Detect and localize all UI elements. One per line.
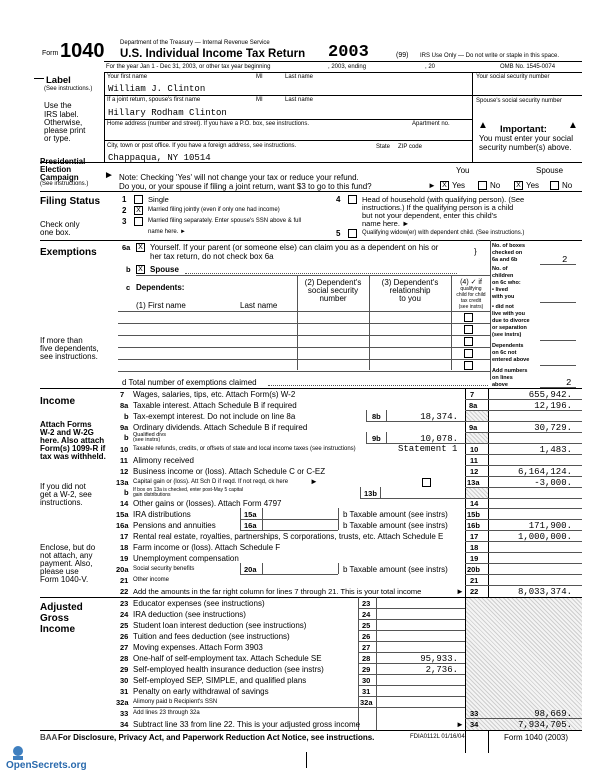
agi-heading-1: Adjusted (40, 602, 83, 613)
line-14-label: Other gains or (losses). Attach Form 4797 (133, 499, 282, 508)
dept-line: Department of the Treasury — Internal Revenue Service (120, 40, 270, 46)
line-9b-label: Qualified divs (see instrs) (133, 432, 167, 443)
line-7-value[interactable]: 655,942. (528, 390, 572, 400)
line-30-label: Self-employed SEP, SIMPLE, and qualified plans (133, 676, 307, 685)
address-header: Home address (number and street). If you have a P.O. box, see instructions. (107, 121, 309, 127)
important-text-2: security number(s) above. (479, 143, 572, 152)
irs-label: IRS label. (44, 110, 79, 119)
line-6a-label: Yourself. If your parent (or someone else) can claim you as a dependent on his or (150, 243, 439, 252)
nogetw2-3: instructions. (40, 498, 83, 507)
agi-heading-2: Gross (40, 613, 69, 624)
campaign-title-2: Election (40, 165, 72, 174)
side-add-2: on lines (492, 375, 513, 381)
side-dep-1: Dependents (492, 343, 524, 349)
spouse-checkbox[interactable]: X (136, 265, 145, 274)
footer-notice: For Disclosure, Privacy Act, and Paperwork Reduction Act Notice, see instructions. (58, 733, 375, 742)
line-22-value[interactable]: 8,033,374. (517, 587, 572, 597)
dep-col-credit-3: child for child (456, 292, 486, 298)
taxpayer-name[interactable]: William J. Clinton (108, 84, 206, 94)
line-18-label: Farm income or (loss). Attach Schedule F (133, 543, 281, 552)
campaign-title-1: Presidential (40, 157, 86, 166)
side-lived-2: with you (492, 294, 515, 300)
filing-status-heading: Filing Status (40, 196, 100, 207)
spouse-ssn-header: Spouse's social security number (476, 98, 562, 104)
side-notlive-1: • did not (492, 304, 514, 310)
line-9b-value[interactable]: 10,078. (420, 434, 458, 444)
line-24-label: IRA deduction (see instructions) (133, 610, 246, 619)
opensecrets-watermark: OpenSecrets.org (6, 760, 87, 771)
line-12-value[interactable]: 6,164,124. (517, 467, 572, 477)
line-9a-label: Ordinary dividends. Attach Schedule B if required (133, 423, 308, 432)
line-25-label: Student loan interest deduction (see instructions) (133, 621, 307, 630)
line-8a-label: Taxable interest. Attach Schedule B if required (133, 401, 297, 410)
label-heading: Label (46, 75, 71, 86)
income-heading: Income (40, 396, 76, 407)
you-label: You (456, 166, 470, 175)
filing-hoh-label-3: but not your dependent, enter this child's (362, 211, 497, 220)
form-code: (99) (396, 52, 409, 59)
more-than-3: see instructions. (40, 352, 98, 361)
line-16a-label: Pensions and annuities (133, 521, 216, 530)
dep-row-3-credit-checkbox[interactable] (464, 337, 473, 346)
exemptions-heading: Exemptions (40, 247, 97, 258)
side-lived-1: • lived (492, 287, 508, 293)
form-label: Form (42, 50, 59, 57)
label-see-instr: (See instructions.) (44, 86, 93, 92)
city-header: City, town or post office. If you have a foreign address, see instructions. (107, 143, 297, 149)
yourself-checkbox[interactable]: X (136, 243, 145, 252)
filing-widow-checkbox[interactable] (348, 229, 357, 238)
side-add-1: Add numbers (492, 368, 528, 374)
filing-separate-label: Married filing separately. Enter spouse's SSN above & full (148, 218, 302, 224)
important-arrow-right-icon: ▲ (568, 120, 578, 131)
form-number: 1040 (60, 40, 105, 62)
dep-col-credit-5: (see instrs) (458, 304, 484, 310)
line-16b-label: b Taxable amount (see instrs) (343, 521, 448, 530)
footer-form: Form 1040 (2003) (504, 733, 569, 742)
dep-col-rel: (3) Dependent's (381, 278, 439, 287)
total-exemptions-label: d Total number of exemptions claimed (122, 378, 257, 387)
line-13a-label: Capital gain or (loss). Att Sch D if reqd. If not reqd, ck here (133, 479, 289, 485)
ending-label: , 2003, ending (328, 64, 367, 70)
side-dep-2: on 6c not (492, 350, 517, 356)
tax-year: 2003 (328, 43, 369, 62)
line-6b-label: Spouse (150, 265, 179, 274)
dep-col-ssn-3: number (319, 294, 347, 303)
please-print: please print (44, 126, 86, 135)
line-31-label: Penalty on early withdrawal of savings (133, 687, 269, 696)
line-33-label: Add lines 23 through 32a (133, 710, 200, 716)
attach-1: Attach Forms (40, 420, 92, 429)
campaign-question: Do you, or your spouse if filing a joint return, want $3 to go to this fund? (119, 182, 372, 191)
filing-hoh-label-4: name here. ► (362, 219, 410, 228)
line-8b-value[interactable]: 18,374. (420, 412, 458, 422)
dep-col-credit-2: qualifying (460, 286, 482, 292)
line-33-value[interactable]: 98,669. (534, 709, 572, 719)
you-yes-label: Yes (452, 181, 466, 190)
important-text-1: You must enter your social (479, 134, 573, 143)
state-header: State (376, 144, 391, 150)
line-8b-label: Tax-exempt interest. Do not include on line 8a (133, 412, 296, 421)
side-children-2: children (492, 273, 514, 279)
filing-separate-name: name here. ► (148, 229, 186, 235)
line-17-value[interactable]: 1,000,000. (517, 532, 572, 542)
dep-col-last-name: Last name (240, 301, 278, 310)
campaign-see-instr: (See instructions.) (40, 181, 89, 187)
apt-header: Apartment no. (412, 121, 450, 127)
year-line: For the year Jan 1 - Dec 31, 2003, or other tax year beginning (106, 64, 271, 70)
side-notlive-4: or separation (492, 325, 527, 331)
dep-col-ssn-2: social security (307, 286, 359, 295)
campaign-pointer-icon: ► (428, 181, 436, 190)
filing-separate-checkbox[interactable] (134, 217, 143, 226)
attach-4: Form(s) 1099-R if (40, 444, 106, 453)
footer-baa: BAA (40, 733, 58, 742)
spouse-last-name-header: Last name (285, 97, 314, 103)
line-19-label: Unemployment compensation (133, 554, 239, 563)
you-no-label: No (490, 181, 501, 190)
line-21-label: Other income (133, 577, 170, 583)
use-the: Use the (44, 101, 72, 110)
filing-single-label: Single (148, 195, 169, 204)
line-20a-label: Social security benefits (133, 566, 195, 572)
filing-hoh-label-2: instructions.) If the qualifying person is a child (362, 203, 514, 212)
enclose-2: not attach, any (40, 551, 93, 560)
important-arrow-left-icon: ▲ (478, 120, 488, 131)
city-state-zip[interactable]: Chappaqua, NY 10514 (108, 153, 211, 163)
dep-row-1-credit-checkbox[interactable] (464, 313, 473, 322)
dep-col-ssn: (2) Dependent's (304, 278, 362, 287)
agi-heading-3: Income (40, 624, 76, 635)
line-13a-arrow-icon: ► (310, 477, 318, 486)
line-6a-label-2: her tax return, do not check box 6a (150, 252, 274, 261)
you-no-checkbox[interactable] (478, 181, 487, 190)
line-11-label: Alimony received (133, 456, 194, 465)
side-dep-3: entered above (492, 357, 530, 363)
line-10-label: Taxable refunds, credits, or offsets of state and local income taxes (see instructions) (133, 446, 356, 452)
enclose-1: Enclose, but do (40, 543, 96, 552)
nogetw2-1: If you did not (40, 482, 86, 491)
total-exemptions-value[interactable]: 2 (566, 378, 572, 388)
side-boxes-1: No. of boxes (492, 243, 526, 249)
attach-2: W-2 and W-2G (40, 428, 94, 437)
line-6c-label: Dependents: (136, 283, 185, 292)
spouse-name-header: If a joint return, spouse's first name (107, 97, 201, 103)
line-13a-checkbox[interactable] (422, 478, 431, 487)
footer-code: FDIA0112L 01/16/04 (410, 734, 465, 740)
line-10-statement[interactable]: Statement 1 (398, 444, 458, 454)
dep-row-4-credit-checkbox[interactable] (464, 349, 473, 358)
spouse-yes-label: Yes (526, 181, 540, 190)
line-34-arrow-icon: ► (456, 720, 464, 729)
spouse-no-checkbox[interactable] (550, 181, 559, 190)
omb-number: OMB No. 1545-0074 (500, 64, 556, 70)
last-name-header: Last name (285, 74, 314, 80)
line-28-label: One-half of self-employment tax. Attach Schedule SE (133, 654, 322, 663)
line-15a-label: IRA distributions (133, 510, 191, 519)
line-16b-value[interactable]: 171,900. (528, 521, 572, 531)
line-10-value[interactable]: 1,483. (539, 445, 572, 455)
dep-row-5-credit-checkbox[interactable] (464, 361, 473, 370)
side-boxes-3: 6a and 6b (492, 257, 518, 263)
you-yes-checkbox[interactable]: X (440, 181, 449, 190)
line-22-label: Add the amounts in the far right column for lines 7 through 21. This is your total income (133, 587, 422, 596)
dep-col-rel-2: relationship (389, 286, 431, 295)
line-20b-label: b Taxable amount (see instrs) (343, 565, 448, 574)
side-notlive-3: due to divorce (492, 318, 530, 324)
form-title: U.S. Individual Income Tax Return (120, 48, 306, 60)
nogetw2-2: get a W-2, see (40, 490, 92, 499)
more-than-1: If more than (40, 336, 83, 345)
dep-col-rel-3: to you (399, 294, 421, 303)
important-heading: Important: (500, 124, 547, 135)
side-children-3: on 6c who: (492, 280, 521, 286)
side-notlive-5: (see instrs) (492, 332, 522, 338)
line-17-label: Rental real estate, royalties, partnerships, S corporations, trusts, etc. Attach Schedule E (133, 532, 444, 541)
line-7-label: Wages, salaries, tips, etc. Attach Form(s) W-2 (133, 390, 296, 399)
line-8a-value[interactable]: 12,196. (534, 401, 572, 411)
filing-hoh-checkbox[interactable] (348, 195, 357, 204)
filing-single-checkbox[interactable] (134, 195, 143, 204)
more-than-2: five dependents, (40, 344, 99, 353)
line-34-value[interactable]: 7,934,705. (517, 720, 572, 730)
filing-widow-label: Qualifying widow(er) with dependent child. (See instructions.) (362, 230, 525, 236)
campaign-arrow-icon: ► (104, 170, 114, 181)
line-13a-value[interactable]: -3,000. (534, 478, 572, 488)
line-15b-label: b Taxable amount (see instrs) (343, 510, 448, 519)
enclose-3: payment. Also, (40, 559, 93, 568)
filing-joint-checkbox[interactable]: X (134, 206, 143, 215)
filing-hoh-label: Head of household (with qualifying person). (See (362, 195, 525, 204)
line-22-arrow-icon: ► (456, 587, 464, 596)
or-type: or type. (44, 134, 71, 143)
side-children-1: No. of (492, 266, 508, 272)
line-29-value[interactable]: 2,736. (425, 665, 458, 675)
campaign-note: Note: Checking 'Yes' will not change your tax or reduce your refund. (119, 173, 359, 182)
line-12-label: Business income or (loss). Attach Schedule C or C-EZ (133, 467, 326, 476)
line-34-label: Subtract line 33 from line 22. This is your adjusted gross income (133, 720, 361, 729)
line-6b-arrow-icon: } (474, 247, 477, 256)
side-boxes-2: checked on (492, 250, 523, 256)
spouse-label: Spouse (536, 166, 564, 175)
comma-20: , 20 (425, 64, 436, 70)
first-name-header: Your first name (107, 74, 148, 80)
enclose-4: please use (40, 567, 79, 576)
line-23-label: Educator expenses (see instructions) (133, 599, 265, 608)
spouse-name[interactable]: Hillary Rodham Clinton (108, 108, 227, 118)
attach-5: tax was withheld. (40, 452, 106, 461)
line-29-label: Self-employed health insurance deduction (see instrs) (133, 665, 324, 674)
line-32a-label: Alimony paid b Recipient's SSN (133, 699, 218, 705)
spouse-mi-header: MI (256, 97, 263, 103)
spouse-yes-checkbox[interactable]: X (514, 181, 523, 190)
boxes-checked-value[interactable]: 2 (562, 255, 568, 265)
otherwise: Otherwise, (44, 118, 83, 127)
line-27-label: Moving expenses. Attach Form 3903 (133, 643, 263, 652)
side-add-3: above (492, 382, 508, 388)
ssn-header: Your social security number (476, 74, 550, 80)
filing-joint-label: Married filing jointly (even if only one had income) (148, 207, 280, 213)
one-box: one box. (40, 228, 71, 237)
attach-3: here. Also attach (40, 436, 105, 445)
line-13b-label: If box on 13a is checked, enter post-May 5 capital gain distributions (133, 487, 244, 498)
irs-use-only: IRS Use Only — Do not write or staple in this space. (420, 53, 560, 59)
dep-col-first-name: (1) First name (136, 301, 186, 310)
campaign-title-3: Campaign (40, 173, 79, 182)
side-notlive-2: live with you (492, 311, 526, 317)
dep-col-credit-4: tax credit (460, 298, 482, 304)
zip-header: ZIP code (398, 144, 422, 150)
spouse-no-label: No (562, 181, 573, 190)
enclose-5: Form 1040-V. (40, 575, 89, 584)
line-28-value[interactable]: 95,933. (420, 654, 458, 664)
line-26-label: Tuition and fees deduction (see instructions) (133, 632, 290, 641)
line-6c-prefix: c (126, 283, 131, 292)
check-only: Check only (40, 220, 80, 229)
mi-header: MI (256, 74, 263, 80)
dep-col-credit: (4) ✓ if (460, 279, 482, 286)
line-9a-value[interactable]: 30,729. (534, 423, 572, 433)
dep-row-2-credit-checkbox[interactable] (464, 325, 473, 334)
